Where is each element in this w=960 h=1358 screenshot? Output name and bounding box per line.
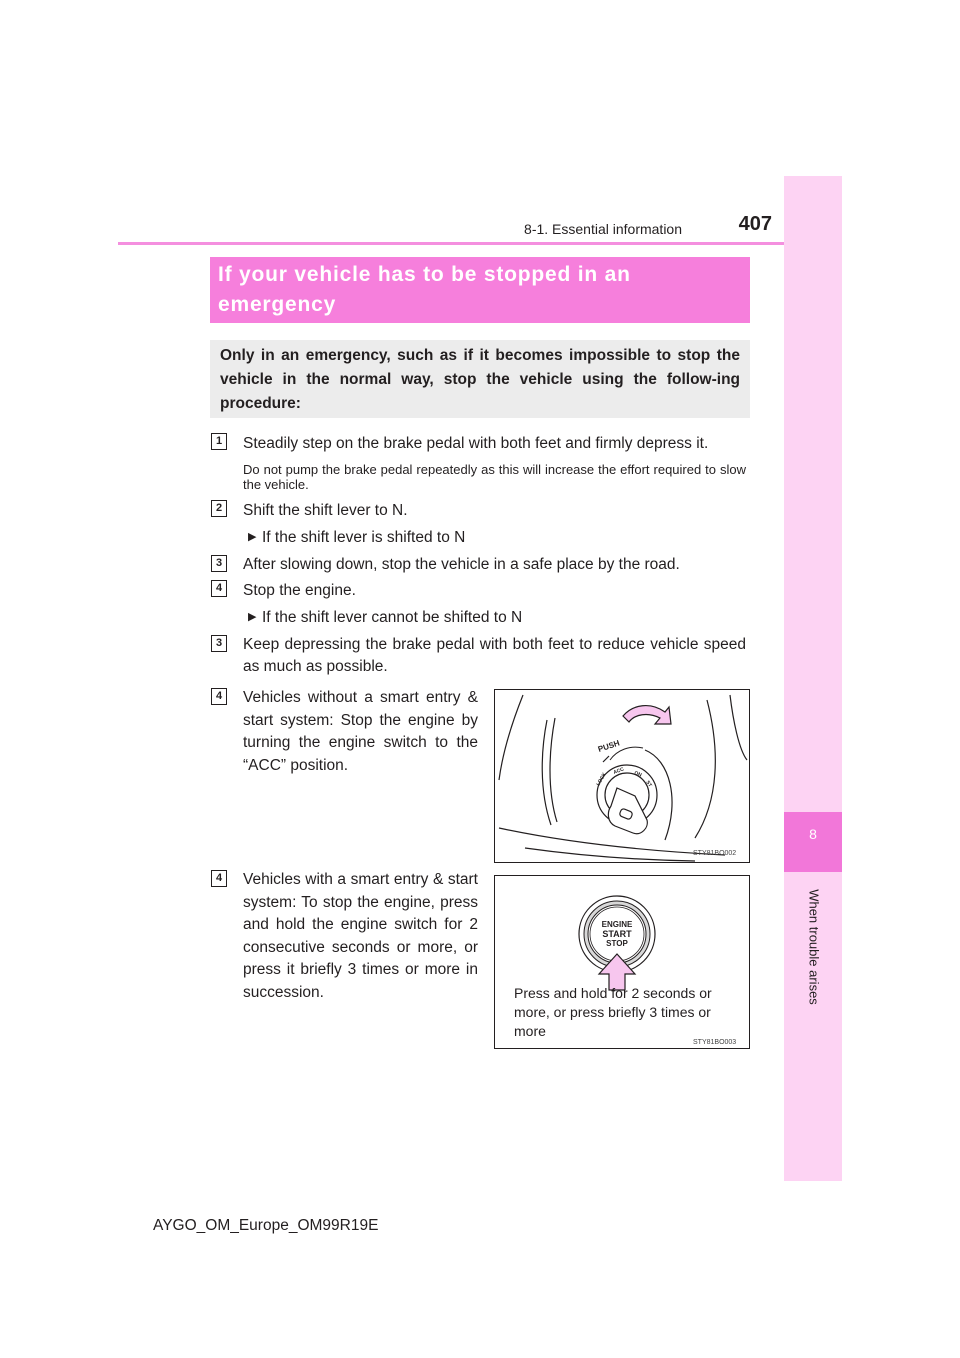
chapter-title-text: When trouble arises xyxy=(806,889,822,1005)
step-1-note: Do not pump the brake pedal repeatedly as this will increase the effort required to slow the vehicle. xyxy=(243,462,746,492)
page-number: 407 xyxy=(738,213,772,235)
step-3b-text: Keep depressing the brake pedal with both feet to reduce vehicle speed as much as possible. xyxy=(243,636,746,675)
step-number-4c: 4 xyxy=(211,870,227,887)
figure-engine-switch xyxy=(494,875,750,1049)
step-4a-text: Stop the engine. xyxy=(243,582,356,599)
step-4c-text: Vehicles with a smart entry & start system: To stop the engine, press and hold the engine switch for 2 consecutive seconds or more, or press it briefly 3 times or more in succession. xyxy=(243,871,478,1001)
step-number-4b: 4 xyxy=(211,688,227,705)
chapter-side-tab xyxy=(784,176,842,1181)
figure-ignition-key xyxy=(494,689,750,863)
turn-arrow-icon xyxy=(623,706,671,724)
bullet-arrow-icon: ▶ xyxy=(248,611,257,623)
acc-label: ACC xyxy=(612,766,625,776)
figure-1-code: STY81BO002 xyxy=(693,850,737,857)
title-line-1: If your vehicle has to be stopped in an xyxy=(218,263,631,286)
stop-label: STOP xyxy=(606,939,628,948)
lock-label: LOCK xyxy=(595,771,608,787)
title-line-2: emergency xyxy=(218,293,337,316)
case-shifted-to-n: If the shift lever is shifted to N xyxy=(262,529,466,546)
st-label: ST xyxy=(644,779,653,789)
intro-text: Only in an emergency, such as if it becomes impossible to stop the vehicle in the normal way, stop the vehicle using the follow-ing procedure: xyxy=(220,347,740,412)
start-label: START xyxy=(602,929,632,939)
intro-box xyxy=(210,340,750,418)
header-rule xyxy=(118,242,784,245)
key-icon xyxy=(608,788,647,834)
chapter-title xyxy=(805,872,823,1022)
page-title xyxy=(210,257,750,323)
step-4b-text: Vehicles without a smart entry & start system: Stop the engine by turning the engine switch to the “ACC” position. xyxy=(243,689,478,774)
on-label: ON xyxy=(633,770,643,779)
ignition-key-illustration xyxy=(495,690,749,862)
step-number-2: 2 xyxy=(211,500,227,517)
section-heading: 8-1. Essential information xyxy=(524,221,682,237)
figure-2-code: STY81BO003 xyxy=(693,1039,737,1046)
step-1-text: Steadily step on the brake pedal with both feet and firmly depress it. xyxy=(243,435,709,452)
step-number-1: 1 xyxy=(211,433,227,450)
step-number-4a: 4 xyxy=(211,580,227,597)
case-not-shifted-to-n: If the shift lever cannot be shifted to N xyxy=(262,609,523,626)
bullet-arrow-icon: ▶ xyxy=(248,531,257,543)
step-3a-text: After slowing down, stop the vehicle in a safe place by the road. xyxy=(243,556,680,573)
figure-2-caption: Press and hold for 2 seconds or more, or press briefly 3 times or more xyxy=(514,985,712,1039)
chapter-number-box xyxy=(784,812,842,872)
step-number-3b: 3 xyxy=(211,635,227,652)
step-2-text: Shift the shift lever to N. xyxy=(243,502,408,519)
step-number-3a: 3 xyxy=(211,555,227,572)
push-label: PUSH xyxy=(596,738,621,754)
chapter-number: 8 xyxy=(809,826,817,842)
engine-label: ENGINE xyxy=(601,920,633,929)
document-code-footer: AYGO_OM_Europe_OM99R19E xyxy=(153,1217,379,1234)
